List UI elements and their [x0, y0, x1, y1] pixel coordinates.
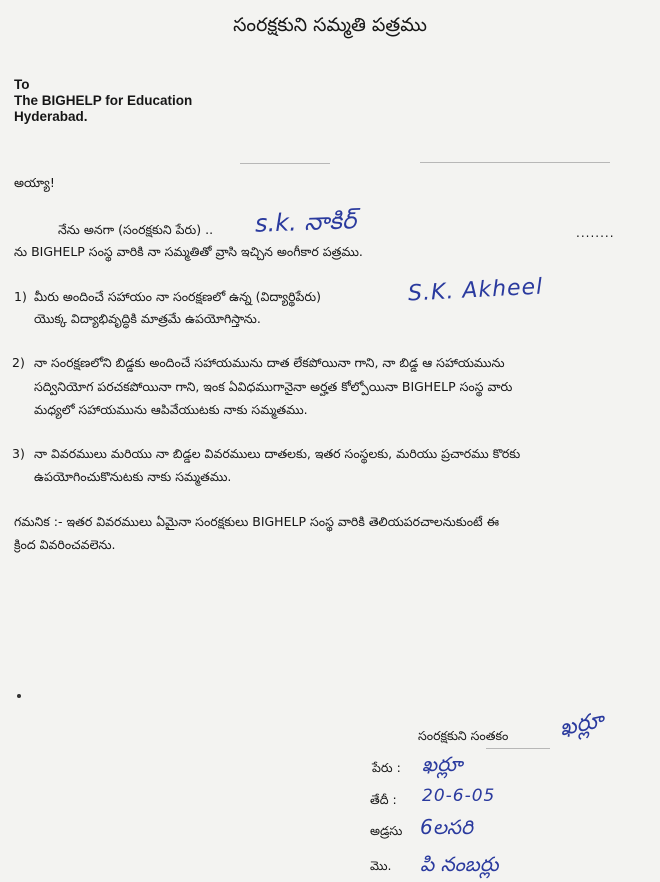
form-title: సంరక్షకుని సమ్మతి పత్రము: [233, 14, 427, 36]
point1-line1: మీరు అందించే సహాయం నా సంరక్షణలో ఉన్న (విద్యార్థిపేరు): [34, 289, 321, 304]
recipient-address: [14, 77, 192, 125]
name-label: పేరు :: [372, 760, 401, 775]
point2-line1: నా సంరక్షణలోని బిడ్డకు అందించే సహాయమును దాత లేకపోయినా గాని, నా బిడ్డ ఆ సహాయమును: [34, 355, 505, 370]
guardian-signature-handwritten: ఖర్లూ: [557, 707, 606, 742]
point2-line3: మధ్యలో సహాయమును ఆపివేయుటకు నాకు సమ్మతము.: [34, 402, 308, 417]
student-name-handwritten: S.K. Akheel: [407, 274, 544, 307]
dotted-fill: ........: [576, 226, 615, 240]
date-handwritten: 20-6-05: [422, 786, 496, 806]
point-number: 1): [14, 289, 27, 304]
address-handwritten: 6లసరి: [420, 815, 473, 839]
address-city: Hyderabad.: [14, 109, 88, 124]
phone-handwritten: పి నంబర్లు: [420, 852, 499, 876]
signature-heading: సంరక్షకుని సంతకం: [418, 728, 509, 743]
point-number: 3): [12, 446, 25, 461]
name-handwritten: ఖర్లూ: [422, 752, 463, 776]
address-org: The BIGHELP for Education: [14, 93, 193, 108]
date-label: తేదీ :: [370, 792, 397, 807]
salutation: అయ్యా!: [14, 175, 55, 190]
faint-line: [240, 163, 330, 164]
point3-line1: నా వివరములు మరియు నా బిడ్డల వివరములు దాతలకు, ఇతర సంస్థలకు, మరియు ప్రచారము కొరకు: [34, 446, 521, 461]
guardian-name-handwritten: s.k. నాకిర్: [254, 206, 357, 238]
intro-line2: ను BIGHELP సంస్థ వారికి నా సమ్మతితో వ్రాసి ఇచ్చిన అంగీకార పత్రము.: [14, 244, 363, 259]
point1-line2: యొక్క విద్యాభివృద్ధికి మాత్రమే ఉపయోగిస్తాను.: [34, 311, 261, 326]
phone-label: మొ.: [370, 858, 392, 873]
address-to: To: [14, 77, 30, 92]
point-number: 2): [12, 355, 25, 370]
faint-line: [420, 162, 610, 163]
faint-line: [486, 748, 550, 749]
ink-speck: [17, 694, 21, 698]
point3-line2: ఉపయోగించుకొనుటకు నాకు సమ్మతము.: [34, 469, 232, 484]
note-line2: క్రింద వివరించవలెను.: [14, 537, 116, 552]
note-line1: గమనిక :- ఇతర వివరములు ఏమైనా సంరక్షకులు BIGHELP సంస్థ వారికి తెలియపరచాలనుకుంటే ఈ: [14, 514, 500, 529]
intro-line1-prefix: నేను అనగా (సంరక్షకుని పేరు) ..: [58, 222, 214, 237]
point2-line2: సద్వినియోగ పరచకపోయినా గాని, ఇంక ఏవిధముగానైనా అర్హత కోల్పోయినా BIGHELP సంస్థ వారు: [34, 379, 513, 394]
address-label: అడ్రసు: [370, 823, 403, 838]
